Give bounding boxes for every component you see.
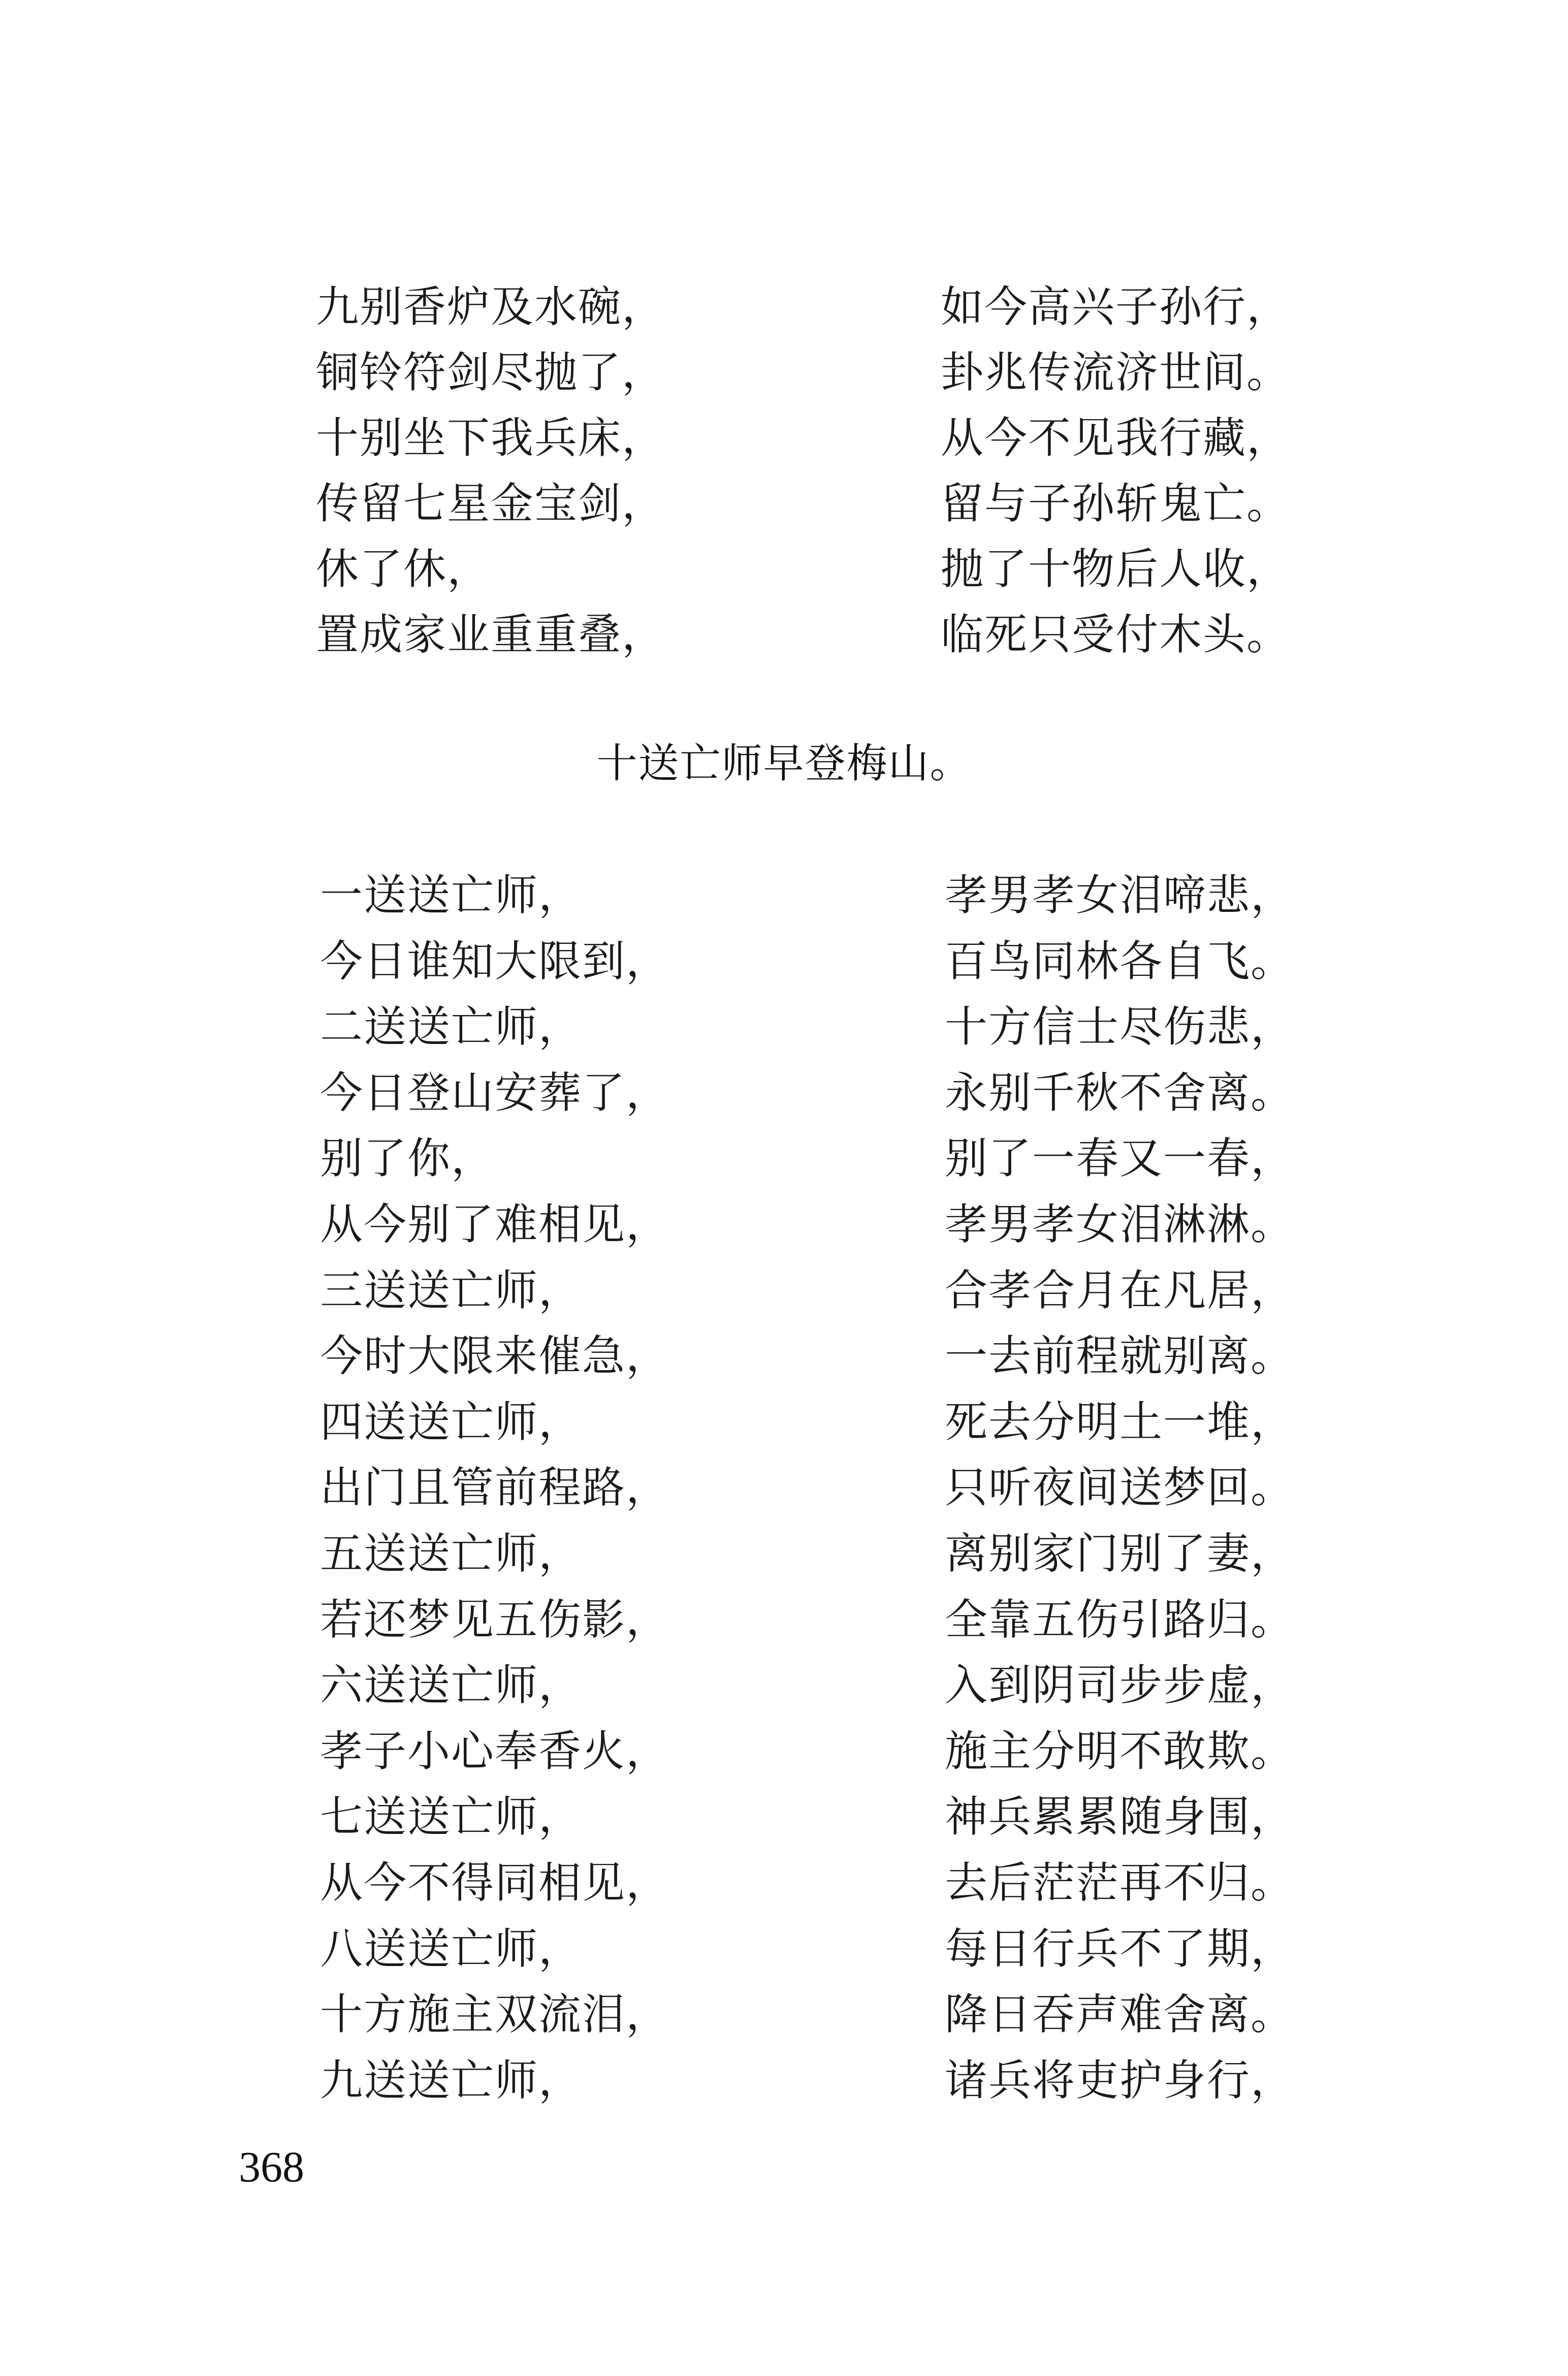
verse-right-text: 合孝合月在凡居， [945, 1265, 1295, 1315]
verse-line [0, 1192, 1568, 1258]
verse-left-text: 三送送亡师， [320, 1265, 583, 1315]
section-heading: 十送亡师早登梅山。 [596, 740, 972, 787]
verse-left-text: 休了休， [316, 544, 491, 594]
verse-line [0, 340, 1568, 405]
verse-left-text: 十别坐下我兵床， [316, 413, 666, 463]
verse-right-text: 别了一春又一春， [945, 1133, 1295, 1184]
verse-left-text: 十方施主双流泪， [320, 1989, 670, 2040]
verse-stanza-bottom [0, 863, 1568, 2113]
verse-left-text: 九别香炉及水碗， [316, 282, 666, 332]
verse-right-text: 每日行兵不了期， [945, 1923, 1295, 1974]
verse-right-text: 施主分明不敢欺。 [945, 1726, 1295, 1776]
verse-left-text: 今日登山安葬了， [320, 1067, 670, 1118]
verse-left-text: 孝子小心奉香火， [320, 1726, 670, 1776]
verse-right-text: 抛了十物后人收， [941, 544, 1291, 594]
page-number: 368 [239, 2142, 304, 2191]
verse-line [0, 994, 1568, 1060]
verse-line [0, 1719, 1568, 1785]
verse-line [0, 1521, 1568, 1587]
verse-line [0, 274, 1568, 340]
verse-right-text: 十方信士尽伤悲， [945, 1002, 1295, 1052]
verse-left-text: 若还梦见五伤影， [320, 1594, 670, 1644]
verse-line [0, 863, 1568, 929]
verse-left-text: 传留七星金宝剑， [316, 479, 666, 528]
verse-line [0, 1258, 1568, 1324]
verse-right-text: 如今高兴子孙行， [941, 282, 1291, 332]
verse-left-text: 六送送亡师， [320, 1660, 583, 1710]
verse-left-text: 七送送亡师， [320, 1792, 583, 1842]
verse-right-text: 神兵累累随身围， [945, 1792, 1295, 1842]
verse-right-text: 降日吞声难舍离。 [945, 1989, 1295, 2040]
verse-line [0, 1126, 1568, 1192]
verse-line [0, 1784, 1568, 1850]
verse-left-text: 别了你， [320, 1133, 495, 1184]
verse-right-text: 全靠五伤引路归。 [945, 1594, 1295, 1644]
verse-right-text: 离别家门别了妻， [945, 1528, 1295, 1578]
verse-left-text: 铜铃符剑尽抛了， [316, 347, 666, 397]
verse-right-text: 留与子孙斩鬼亡。 [941, 479, 1291, 528]
verse-right-text: 去后茫茫再不归。 [945, 1857, 1295, 1908]
verse-line [0, 536, 1568, 602]
verse-line [0, 1587, 1568, 1653]
verse-right-text: 诸兵将吏护身行， [945, 2055, 1295, 2105]
verse-line [0, 405, 1568, 471]
verse-line [0, 1982, 1568, 2048]
verse-left-text: 今日谁知大限到， [320, 936, 670, 986]
verse-line [0, 471, 1568, 536]
verse-left-text: 四送送亡师， [320, 1397, 583, 1447]
verse-line [0, 1850, 1568, 1916]
verse-left-text: 五送送亡师， [320, 1528, 583, 1578]
verse-right-text: 永别千秋不舍离。 [945, 1067, 1295, 1118]
verse-left-text: 出门且管前程路， [320, 1463, 670, 1513]
verse-line [0, 2048, 1568, 2114]
verse-right-text: 临死只受付木头。 [941, 610, 1291, 659]
verse-line [0, 1389, 1568, 1455]
verse-right-text: 从今不见我行藏， [941, 413, 1291, 463]
verse-line [0, 929, 1568, 995]
verse-line [0, 1916, 1568, 1982]
verse-left-text: 今时大限来催急， [320, 1331, 670, 1381]
verse-line [0, 1323, 1568, 1389]
verse-left-text: 九送送亡师， [320, 2055, 583, 2105]
verse-right-text: 卦兆传流济世间。 [941, 347, 1291, 397]
verse-left-text: 八送送亡师， [320, 1923, 583, 1974]
verse-left-text: 一送送亡师， [320, 870, 583, 920]
verse-left-text: 从今不得同相见， [320, 1857, 670, 1908]
verse-right-text: 一去前程就别离。 [945, 1331, 1295, 1381]
verse-line [0, 1455, 1568, 1521]
verse-right-text: 入到阴司步步虚， [945, 1660, 1295, 1710]
verse-right-text: 孝男孝女泪淋淋。 [945, 1199, 1295, 1249]
verse-right-text: 死去分明土一堆， [945, 1397, 1295, 1447]
verse-line [0, 602, 1568, 668]
verse-left-text: 置成家业重重叠， [316, 610, 666, 659]
verse-left-text: 从今别了难相见， [320, 1199, 670, 1249]
verse-right-text: 孝男孝女泪啼悲， [945, 870, 1295, 920]
verse-left-text: 二送送亡师， [320, 1002, 583, 1052]
verse-right-text: 百鸟同林各自飞。 [945, 936, 1295, 986]
verse-line [0, 1653, 1568, 1719]
verse-stanza-top [0, 274, 1568, 668]
verse-right-text: 只听夜间送梦回。 [945, 1463, 1295, 1513]
verse-line [0, 1060, 1568, 1126]
